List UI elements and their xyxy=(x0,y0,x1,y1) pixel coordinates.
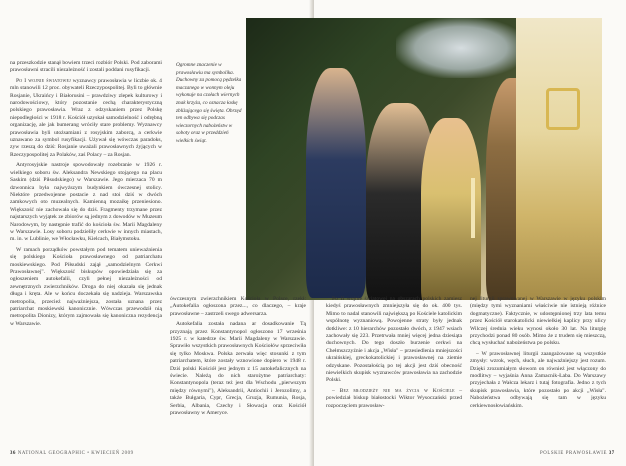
running-footer: NATIONAL GEOGRAPHIC • KWIECIEŃ 2009 xyxy=(17,451,134,456)
paragraph: Autokefalia została nadana ar dosadkowanie Tą przyznają przez Konstantynopol ogłoszono 17 września 1925 r. w katedrze św. Marii Magdaleny w Warszawie. Sprawiło wszystkich prawosławnych Kościołów sprzeciwiła się tylko Moskwa. Polska zerwała więc stosunki z tym patriarchatem, które zostały wznowione dopiero w 1948 r. Dziś polski Kościół jest jednym z 15 autokefalicznych na świecie. Należą do nich starożytne patriarchaty: Konstantynopola (teraz też jest dla Wschodu „pierwszym między równymi"), Aleksandrii, Antiochii i Jerozolimy, a także Bułgaria, Cypr, Grecja, Gruzja, Rumunia, Rosja, Serbia, Albania, Czechy i Słowacja oraz Kościół prawosławny w Ameryce. xyxy=(170,321,306,417)
photo-priest xyxy=(516,18,602,300)
paragraph: ówczesnym zwierzchnikiem Kościoła w Polsce, rzekł: „Autokefalia ogłoszona przez..., co dlaczego, – kraje prawosławne – zastrzeli swego adwersarza. xyxy=(170,296,306,317)
page-number: 36 xyxy=(10,451,16,456)
page-number: 37 xyxy=(608,451,615,456)
right-folio xyxy=(540,451,615,456)
right-column-1 xyxy=(326,296,462,413)
paragraph xyxy=(326,388,462,410)
paragraph: Po II wojnie światowej na obszarach polskich zamiesz kiedyś prawosławnych zmniejszyła się do ok. 400 tys. Mimo to nadal stanowili największą po Kościele katolickim wspólnotę wyznaniową. Powojenne straty były jednak dotkliwe: z 10 hierarchów pozostało dwóch, z 1947 wsiach zachowały się 223. Przetrwała mniej więcej jedna dziesiąta duchownych. Do tego doszło burzenie cerkwi na Chełmszczyźnie i akcja „Wisła" – przesiedlenia mniejszości ukraińskiej, greckokatolickiej i prawosławnej na ziemie odzyskane. Pozostałością po tej akcji jest dziś obecność niewielkich skupisk wyznawców prawosławia na zachodzie Polski. xyxy=(326,296,462,384)
running-footer: POLSKIE PRAWOSŁAWIE xyxy=(540,451,607,456)
paragraph-text: – powiedział biskup białostocki Wiktor Wysoczański przed rozpoczęciem prawosław- xyxy=(326,387,462,409)
paragraph-text: wyznawcy prawosławia w liczbie ok. 4 mln stanowili 12 proc. obywateli Rzeczypospolitej. Byli to głównie Rosjanie, Ukraińcy i Białorusini – prawdziwy zlepek kulturowy i narodowościowy, który pozostanie cechą charakterystyczną polskiego prawosławia. Wraz z odzyskaniem przez Polskę niepodległości w 1918 r. Kościół uzyskał samodzielność i odrębną organizację, ale jak bumerang wróciły stare problemy. Wyznawcy prawosławia byli utożsamiani z rosyjskim zaborcą, a cerkwie uznawano za symbol rusyfikacji. Używał się wówczas paradoks, zyw rzeszą do dziś: Rosjanie uważali prawosławnych żyjących w Rzeczypospolitej za Polaków, zaś Polacy – za Rosjan. xyxy=(10,77,162,158)
photo-orthodox-ceremony xyxy=(246,18,602,300)
paragraph xyxy=(10,78,162,159)
paragraph-lead: – Bez młodzieży nie ma życia w Kościele xyxy=(332,387,455,394)
paragraph: – W prawosławnej liturgii zaangażowane są wszystkie zmysły: wzrok, węch, słuch, ale najważniejszy jest rozum. Dzięki zrozumiałym słowom on również jest włączony do modlitwy – wyjaśnia Anna Zamacnik-Łaba. Do Warszawy przyjechała z Wałcza lekarz i tutaj fotografia. Jedno z tych skupisk prawosławia, które pozostało po akcji „Wisła". Nabożeństwa odbywają się tam w języku cerkiewnosłowiańskim. xyxy=(470,350,606,409)
left-folio xyxy=(10,451,134,456)
paragraph-lead: Po I wojnie światowej xyxy=(16,77,71,84)
photo-figure xyxy=(306,68,366,298)
paragraph: W ramach porządków powstałym pod tematem unieważnienia się polskiego Kościoła prawosławnego od patriarchatu moskiewskiego. Pod Piłsudski zajął „samodzielnym Cerkwi Prawosławnej". Większość biskupów opowiedziała się za ogłoszeniem autokefalii, czyli pełnej niezależności od zewnętrznych zwierzchników. Droga do niej okazała się jednak długa i kręta. Ale w końcu doczekała się nadzieja. Warszawska metropolia, przecież najważniejsza, została uznana przez patriarchat moskiewski kanonicznie. Wówczas przewodził nią metropolita Dionizy, którym zajmowała się kanoniczna rezydencja w Warszawie. xyxy=(10,246,162,327)
left-column-1 xyxy=(10,60,162,331)
right-column-2 xyxy=(470,296,606,413)
paragraph: nej liturgii sprawowanej w Warszawie w języku polskim (między tymi wyznaniami właściwie nie istnieją różnice dogmatyczne). Faktycznie, w udostępnionej trzy lata temu przez Kościół starokatolicki niewielkiej kaplicy przy ulicy Wilczej średnia wieku wynosi około 30 lat. Na liturgię przychodzi ponad 80 osób. Mimo że z trudem się mieszczą, chcą wysłuchać nabożeństwa po polsku. xyxy=(470,296,606,347)
photo-caption: Ogromne znaczenie w prawosławiu ma symbolika. Duchowny za pomocą pędzelka maczanego w wonnym oleju wykonuje na czołach wiernych znak krzyża, co oznacza łaskę zbliżającego się święta. Obrzęd ten odbywa się podczas wieczornych nabożeństw w soboty oraz w przeddzień wielkich świąt. xyxy=(176,62,242,144)
paragraph: Antyrosyjskie nastroje spowodowały rozebranie w 1926 r. wielkiego soboru św. Aleksandra Newskiego stojącego na placu Saskim (dziś Piłsudskiego) w Warszawie. Jego mierzaca 70 m dzwonnica była najwyższym budynkiem ówczesnej stolicy. Niektóre przedwojenne postacie z nad stoi dziś w dwóch zamkowych oto muzealnych. Kamienną mozaikę przeniesiono. Większość nie zachowała się do dziś. Fragmenty trzymane przez najstarszych wyjątek ze zbiorów są jednym z dowodów w Muzeum Narodowym, by następnie trafić do kościoła św. Marii Magdaleny w Warszawie. Losy soboru podzieliły cerkwie w innych miastach, m. in. w Lublinie, we Włocławku, Kielcach, Białymstoku. xyxy=(10,162,162,243)
left-column-2 xyxy=(170,296,306,421)
paragraph: na przeszkodzie stanął bowiem trzeci rozbiór Polski. Pod zaborami prawosławni stracili niezależność i zostali poddani rusyfikacji. xyxy=(10,60,162,74)
photo-candle xyxy=(471,178,475,238)
photo-cross xyxy=(546,88,580,130)
photo-sky xyxy=(396,18,526,78)
